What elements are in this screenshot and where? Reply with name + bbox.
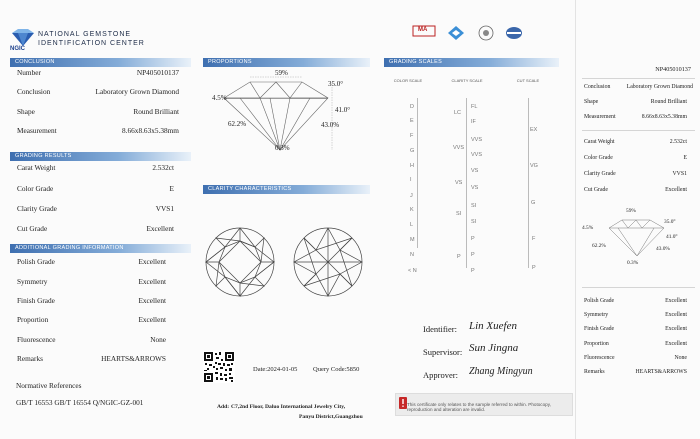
label: Conclusion [17, 87, 51, 96]
value: E [683, 155, 687, 161]
label: Cut Grade [17, 224, 48, 233]
value: 2.532ct [152, 163, 174, 172]
section-proportions: PROPORTIONS [203, 58, 370, 67]
table-percent: 59% [275, 69, 288, 77]
normative-title: Normative References [16, 381, 82, 390]
proportion-diagram [220, 74, 340, 154]
query-code: Query Code:5850 [313, 366, 360, 373]
color-j: J [410, 193, 413, 199]
color-scale-line [417, 98, 418, 248]
color-m: M [410, 237, 415, 243]
label: Measurement [17, 126, 57, 135]
clarity-p1: P [471, 236, 475, 242]
total-depth: 62.2% [228, 120, 247, 128]
summary-girdle: 4.5% [582, 225, 594, 231]
clarity-p: P [457, 254, 461, 260]
color-h: H [410, 163, 414, 169]
clarity-vs2: VS [471, 185, 479, 191]
ngic-logo-icon [10, 29, 36, 47]
summary-culet: 0.3% [627, 260, 639, 266]
brand-short: NGIC [10, 46, 25, 52]
value: Round Brilliant [650, 99, 687, 105]
value: Excellent [665, 312, 687, 318]
crown-angle: 35.0° [328, 80, 344, 88]
panel-scales [375, 0, 575, 439]
clarity-si1: SI [471, 203, 477, 209]
value: Excellent [665, 187, 687, 193]
value: 2.532ct [669, 139, 687, 145]
org-name-line1: NATIONAL GEMSTONE [38, 31, 132, 38]
label: Proportion [584, 341, 609, 347]
value: None [674, 355, 687, 361]
color-n: N [410, 252, 414, 258]
clarity-vvs1: VVS [471, 137, 483, 143]
value: Excellent [138, 315, 166, 324]
section-grading-scales: GRADING SCALES [384, 58, 559, 67]
color-d: D [410, 104, 414, 110]
value: HEARTS&ARROWS [101, 354, 166, 363]
color-g: G [410, 148, 415, 154]
notice-text: This certificate only relates to the sample referred to within. Photocopy, reproduction and alteration are invalid. [407, 402, 551, 413]
panel-results [0, 0, 195, 439]
supervisor-label: Supervisor: [423, 347, 463, 357]
clarity-vs1: VS [471, 168, 479, 174]
label: Carat Weight [17, 163, 56, 172]
label: Remarks [584, 369, 605, 375]
qr-code[interactable] [203, 351, 235, 383]
address-label: Add: [217, 404, 230, 410]
clarity-p2: P [471, 252, 475, 258]
normative-line: GB/T 16553 GB/T 16554 Q/NGIC-GZ-001 [16, 398, 144, 407]
ma-logo-text: MA [418, 27, 428, 33]
label: Fluorescence [584, 355, 615, 361]
cut-p: P [532, 265, 536, 271]
ilac-logo-icon [477, 25, 495, 41]
label: Finish Grade [17, 296, 55, 305]
section-grading-results: GRADING RESULTS [10, 152, 191, 161]
address-line2: Panyu District,Guangzhou [299, 414, 363, 420]
label: Remarks [17, 354, 43, 363]
identifier-signature: Lin Xuefen [469, 320, 517, 332]
clarity-vvs: VVS [453, 145, 465, 151]
clarity-if: IF [471, 119, 476, 125]
ma-logo [412, 25, 436, 46]
value: Excellent [665, 298, 687, 304]
label: Color Grade [584, 155, 613, 161]
value: 8.66x8.63x5.38mm [122, 126, 179, 135]
divider [582, 287, 695, 288]
color-i: I [410, 177, 412, 183]
cut-scale-header: CUT SCALE [516, 78, 540, 83]
value: Round Brilliant [133, 107, 179, 116]
label: Clarity Grade [584, 171, 616, 177]
value: VVS1 [155, 204, 174, 213]
label: Finish Grade [584, 326, 615, 332]
color-scale-header: COLOR SCALE [393, 78, 423, 83]
label: Number [17, 68, 41, 77]
value: 8.66x8.63x5.38mm [641, 114, 687, 120]
label: Cut Grade [584, 187, 608, 193]
value: E [169, 184, 174, 193]
identifier-label: Identifier: [423, 324, 457, 334]
section-clarity: CLARITY CHARACTERISTICS [203, 185, 370, 194]
panel-summary [575, 0, 700, 439]
label: Polish Grade [584, 298, 615, 304]
label: Symmetry [584, 312, 609, 318]
color-l: L [410, 222, 414, 228]
summary-crown-angle: 35.0° [664, 219, 676, 225]
value: Excellent [146, 224, 174, 233]
summary-pavilion-depth: 43.0% [656, 246, 670, 252]
label: Proportion [17, 315, 49, 324]
label: Color Grade [17, 184, 54, 193]
cut-ex: EX [530, 127, 538, 133]
clarity-p3: P [471, 268, 475, 274]
cut-scale-line [528, 98, 529, 268]
cut-vg: VG [530, 163, 538, 169]
panel-proportions [195, 0, 375, 439]
crown-view-diagram [203, 225, 277, 299]
label: Shape [584, 99, 599, 105]
approver-label: Approver: [423, 370, 458, 380]
label: Symmetry [17, 277, 48, 286]
pavilion-view-diagram [291, 225, 365, 299]
label: Polish Grade [17, 257, 55, 266]
approver-signature: Zhang Mingyun [469, 366, 533, 377]
org-name-line2: IDENTIFICATION CENTER [38, 40, 145, 47]
clarity-si: SI [456, 211, 462, 217]
section-additional: ADDITIONAL GRADING INFORMATION [10, 244, 191, 253]
clarity-si2: SI [471, 219, 477, 225]
color-e: E [410, 118, 414, 124]
divider [582, 130, 695, 131]
value: None [150, 335, 166, 344]
color-k: K [410, 207, 414, 213]
warning-icon [399, 397, 407, 409]
label: Shape [17, 107, 35, 116]
supervisor-signature: Sun Jingna [469, 342, 519, 354]
hk-logo-icon [505, 25, 523, 41]
value: VVS1 [672, 171, 687, 177]
summary-total-depth: 62.2% [592, 243, 606, 249]
summary-number: NP405010137 [655, 66, 691, 73]
value: Excellent [138, 296, 166, 305]
value: Excellent [138, 257, 166, 266]
value: Excellent [138, 277, 166, 286]
issue-date: Date:2024-01-05 [253, 366, 298, 373]
label: Conclusion [584, 84, 611, 90]
address-line1: C7,2nd Floor, Daluo International Jewelry City, [231, 404, 346, 410]
cut-g: G [531, 200, 536, 206]
clarity-vvs2: VVS [471, 152, 483, 158]
label: Clarity Grade [17, 204, 57, 213]
culet: 0.3% [275, 144, 290, 152]
summary-pavilion-angle: 41.0° [666, 234, 678, 240]
value: Excellent [665, 326, 687, 332]
girdle-percent: 4.5% [212, 94, 227, 102]
color-below-n: < N [408, 268, 417, 274]
summary-table: 59% [626, 208, 636, 214]
value: Excellent [665, 341, 687, 347]
label: Fluorescence [17, 335, 56, 344]
clarity-vs: VS [455, 180, 463, 186]
pavilion-depth: 43.0% [321, 121, 340, 129]
clarity-scale-line [466, 98, 467, 268]
color-f: F [410, 133, 414, 139]
cnas-logo-icon [447, 25, 465, 41]
divider [582, 78, 695, 79]
value: HEARTS&ARROWS [635, 369, 687, 375]
clarity-lc: LC [454, 110, 462, 116]
section-conclusion: CONCLUSION [10, 58, 191, 67]
cut-f: F [532, 236, 536, 242]
value: Laboratory Grown Diamond [626, 84, 693, 90]
label: Measurement [584, 114, 616, 120]
value: NP405010137 [136, 68, 179, 77]
clarity-fl: FL [471, 104, 478, 110]
pavilion-angle: 41.0° [335, 106, 351, 114]
label: Carat Weight [584, 139, 615, 145]
clarity-scale-header: CLARITY SCALE [451, 78, 483, 83]
value: Laboratory Grown Diamond [95, 87, 179, 96]
